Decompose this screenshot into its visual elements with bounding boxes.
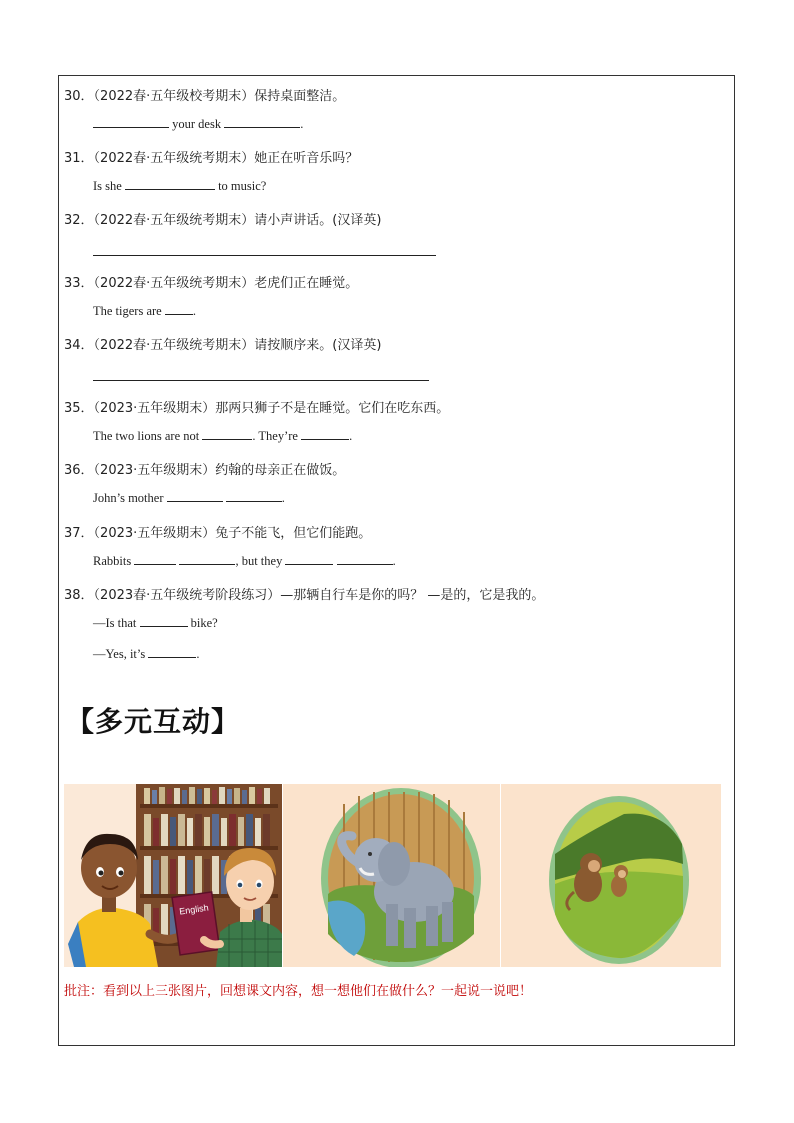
boys-reading-illustration [64, 784, 282, 967]
blank[interactable] [337, 553, 393, 565]
answer-37: Rabbits , but they . [93, 554, 396, 568]
question-34: 34．（2022春·五年级统考期末）请按顺序来。(汉译英) [64, 338, 382, 353]
blank[interactable] [224, 116, 300, 128]
blank[interactable] [93, 116, 169, 128]
blank[interactable] [134, 553, 176, 565]
blank[interactable] [125, 178, 215, 190]
blank[interactable] [202, 428, 252, 440]
book-title: English [178, 902, 210, 917]
answer-38b: —Yes, it’s . [93, 647, 200, 661]
answer-31: Is she to music? [93, 179, 267, 193]
illustrations [64, 784, 721, 967]
blank[interactable] [179, 553, 235, 565]
question-35: 35．（2023·五年级期末）那两只狮子不是在睡觉。它们在吃东西。 [64, 401, 450, 416]
blank[interactable] [165, 303, 193, 315]
section-title: 【多元互动】 [66, 705, 241, 738]
answer-30: your desk . [93, 116, 303, 132]
question-36: 36．（2023·五年级期末）约翰的母亲正在做饭。 [64, 463, 346, 478]
question-31: 31．（2022春·五年级统考期末）她正在听音乐吗？ [64, 151, 359, 166]
question-33: 33．（2022春·五年级统考期末）老虎们正在睡觉。 [64, 276, 359, 291]
answer-38a: —Is that bike? [93, 616, 218, 630]
elephant-illustration [283, 784, 500, 967]
blank[interactable] [167, 490, 223, 502]
blank[interactable] [148, 646, 196, 658]
answer-line-34[interactable] [93, 379, 429, 381]
answer-33: The tigers are . [93, 304, 196, 318]
monkeys-illustration [501, 784, 721, 967]
answer-line-32[interactable] [93, 254, 436, 256]
blank[interactable] [301, 428, 349, 440]
question-32: 32．（2022春·五年级统考期末）请小声讲话。(汉译英) [64, 213, 382, 228]
blank[interactable] [226, 490, 282, 502]
teacher-note: 批注：看到以上三张图片，回想课文内容，想一想他们在做什么？一起说一说吧！ [64, 984, 533, 999]
question-30: 30．（2022春·五年级校考期末）保持桌面整洁。 [64, 89, 346, 104]
answer-35: The two lions are not . They’re . [93, 429, 353, 443]
question-38: 38．（2023春·五年级统考阶段练习）—那辆自行车是你的吗？ —是的，它是我的。 [64, 588, 545, 603]
question-37: 37．（2023·五年级期末）兔子不能飞，但它们能跑。 [64, 526, 372, 541]
answer-36: John’s mother . [93, 491, 285, 505]
blank[interactable] [140, 615, 188, 627]
blank[interactable] [285, 553, 333, 565]
